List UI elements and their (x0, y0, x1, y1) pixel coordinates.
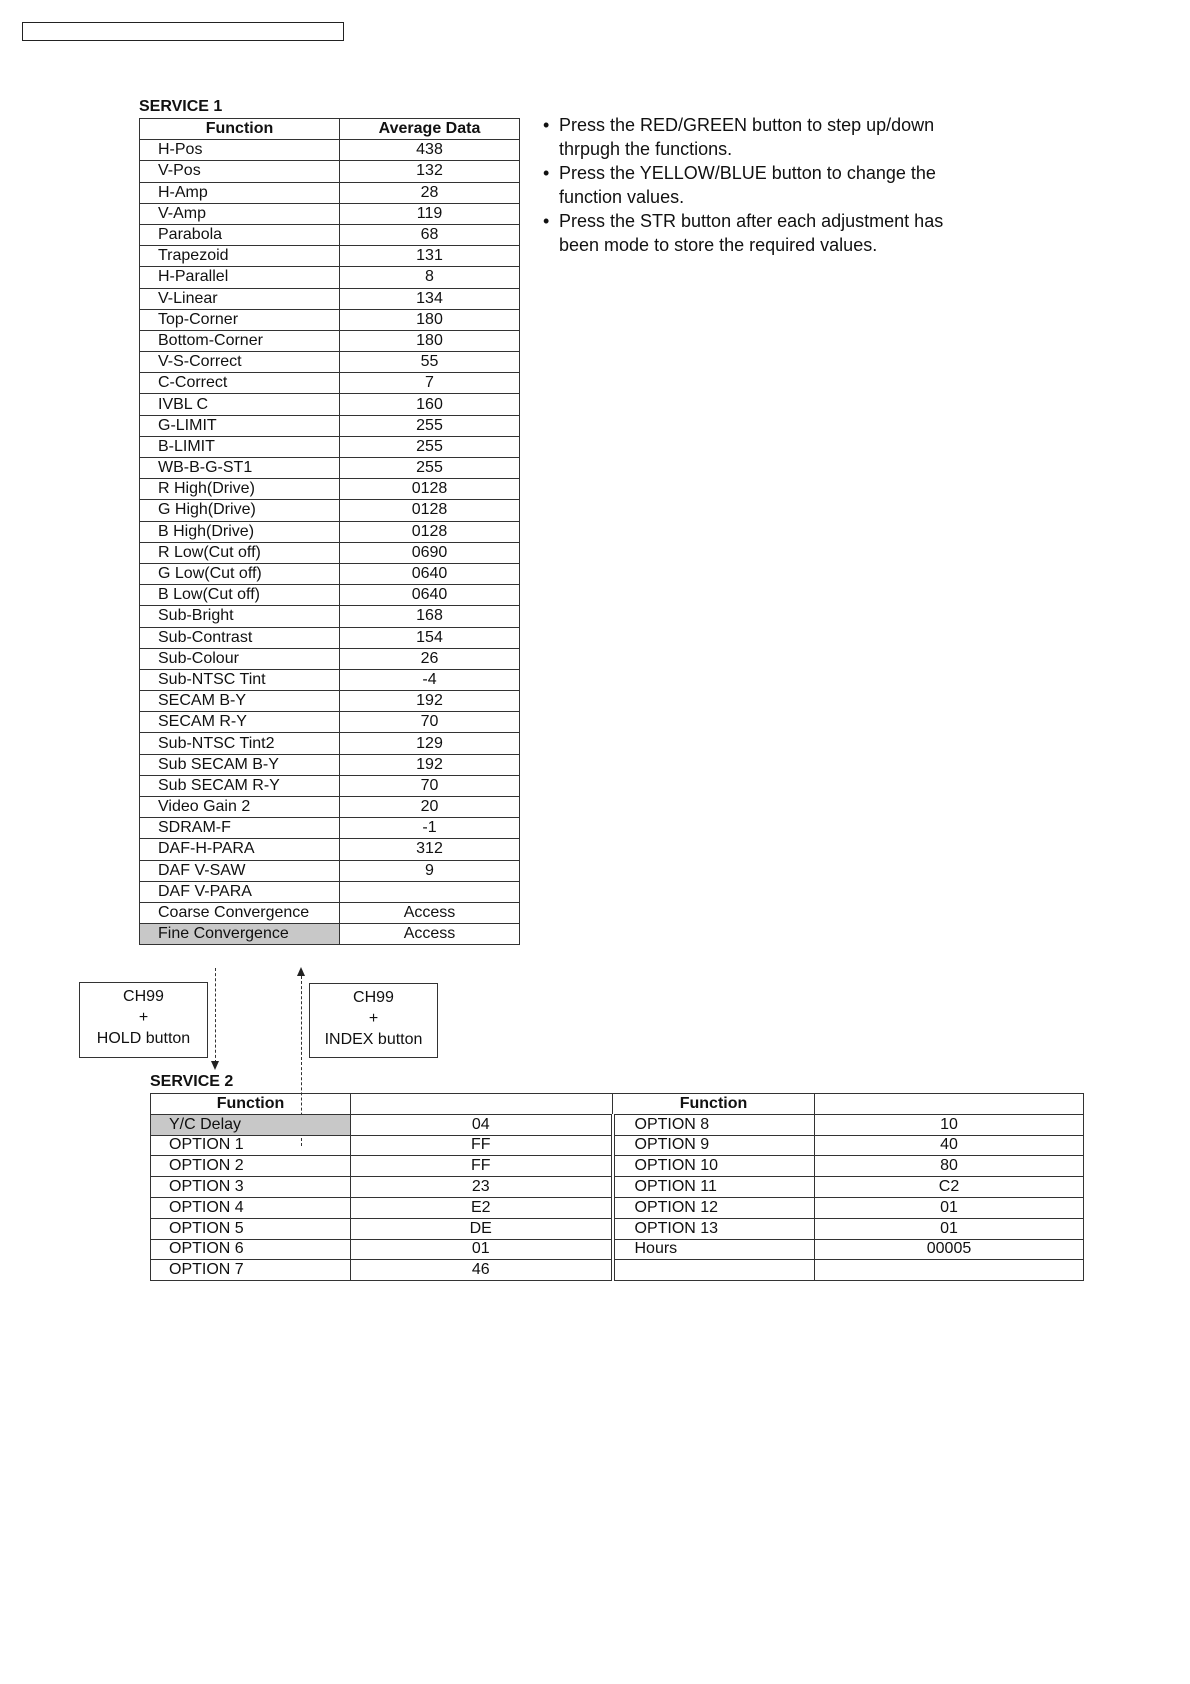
function-cell: Hours (613, 1239, 815, 1260)
function-cell: OPTION 13 (613, 1218, 815, 1239)
function-cell: G High(Drive) (140, 500, 340, 521)
header-box (22, 22, 344, 41)
value-cell: 80 (815, 1156, 1084, 1177)
table-row (151, 1135, 1084, 1156)
value-cell: 0640 (340, 585, 520, 606)
function-cell: DAF V-PARA (140, 881, 340, 902)
value-cell: 26 (340, 648, 520, 669)
table-row (140, 309, 520, 330)
value-cell: 01 (815, 1218, 1084, 1239)
value-cell: 10 (815, 1114, 1084, 1135)
function-cell: V-S-Correct (140, 352, 340, 373)
table-row (151, 1114, 1084, 1135)
function-cell: Sub-NTSC Tint (140, 669, 340, 690)
value-cell: FF (351, 1156, 613, 1177)
function-cell: SECAM B-Y (140, 691, 340, 712)
table-row (140, 140, 520, 161)
index-box-line: INDEX button (324, 1031, 423, 1048)
table-row (140, 754, 520, 775)
value-cell: 70 (340, 775, 520, 796)
instruction-item: • Press the RED/GREEN button to step up/down thrpugh the functions. (543, 113, 963, 161)
table-row (151, 1218, 1084, 1239)
value-cell: DE (351, 1218, 613, 1239)
value-cell: Access (340, 924, 520, 945)
table-row (140, 839, 520, 860)
function-cell: B-LIMIT (140, 436, 340, 457)
value-cell: 131 (340, 246, 520, 267)
table-row (140, 648, 520, 669)
function-cell: V-Amp (140, 203, 340, 224)
table-row (140, 267, 520, 288)
value-cell: 7 (340, 373, 520, 394)
arrow-down-icon (211, 1061, 219, 1070)
table-row (140, 500, 520, 521)
function-header: Function (140, 119, 340, 140)
function-cell: OPTION 10 (613, 1156, 815, 1177)
hold-box-line: HOLD button (96, 1030, 191, 1047)
value-cell: 255 (340, 415, 520, 436)
table-row (140, 479, 520, 500)
value-cell: -4 (340, 669, 520, 690)
value-cell: 192 (340, 754, 520, 775)
function-cell: OPTION 12 (613, 1197, 815, 1218)
table-row (140, 330, 520, 351)
function-cell: H-Parallel (140, 267, 340, 288)
value-cell: 23 (351, 1177, 613, 1198)
arrow-up-icon (297, 967, 305, 976)
function-cell: OPTION 8 (613, 1114, 815, 1135)
table-row (140, 436, 520, 457)
value-cell: 180 (340, 330, 520, 351)
function-cell: DAF-H-PARA (140, 839, 340, 860)
table-row (140, 712, 520, 733)
table-row (151, 1239, 1084, 1260)
value-cell (340, 881, 520, 902)
table-row (140, 881, 520, 902)
table-row (140, 669, 520, 690)
function-cell: Bottom-Corner (140, 330, 340, 351)
value-cell: -1 (340, 818, 520, 839)
index-box-line: + (368, 1010, 379, 1027)
function-cell: OPTION 1 (151, 1135, 351, 1156)
hold-button-box (79, 982, 208, 1058)
function-cell: Top-Corner (140, 309, 340, 330)
table-row (140, 606, 520, 627)
function-cell: OPTION 2 (151, 1156, 351, 1177)
index-box-line: CH99 (353, 989, 394, 1006)
function-cell: OPTION 7 (151, 1260, 351, 1281)
value-cell: 46 (351, 1260, 613, 1281)
function-cell: OPTION 3 (151, 1177, 351, 1198)
table-row (140, 860, 520, 881)
value-cell: 0640 (340, 563, 520, 584)
table-row (140, 924, 520, 945)
service1-table (139, 118, 520, 945)
function-header: Function (613, 1094, 815, 1115)
table-row (140, 373, 520, 394)
value-cell: 68 (340, 224, 520, 245)
function-cell: Coarse Convergence (140, 902, 340, 923)
function-cell: B Low(Cut off) (140, 585, 340, 606)
value-cell: 40 (815, 1135, 1084, 1156)
function-cell: Sub SECAM R-Y (140, 775, 340, 796)
value-cell: 01 (351, 1239, 613, 1260)
value-cell: 312 (340, 839, 520, 860)
value-cell: 8 (340, 267, 520, 288)
function-cell: Trapezoid (140, 246, 340, 267)
value-cell: E2 (351, 1197, 613, 1218)
table-row (140, 775, 520, 796)
value-cell: 160 (340, 394, 520, 415)
table-row (140, 458, 520, 479)
instruction-item: • Press the STR button after each adjustment has been mode to store the required values. (543, 209, 963, 257)
function-cell: DAF V-SAW (140, 860, 340, 881)
function-cell: R Low(Cut off) (140, 542, 340, 563)
value-cell: 119 (340, 203, 520, 224)
table-row (140, 521, 520, 542)
value-cell: 00005 (815, 1239, 1084, 1260)
table-row (140, 563, 520, 584)
value-cell: 01 (815, 1197, 1084, 1218)
value-cell: 20 (340, 797, 520, 818)
table-row (140, 182, 520, 203)
function-cell: R High(Drive) (140, 479, 340, 500)
value-cell: 192 (340, 691, 520, 712)
function-cell: OPTION 5 (151, 1218, 351, 1239)
table-row (140, 818, 520, 839)
index-button-box (309, 983, 438, 1058)
hold-box-line: + (138, 1009, 149, 1026)
function-cell: OPTION 4 (151, 1197, 351, 1218)
table-row (151, 1177, 1084, 1198)
value-cell: C2 (815, 1177, 1084, 1198)
value-cell: 255 (340, 458, 520, 479)
function-cell: G Low(Cut off) (140, 563, 340, 584)
table-row (140, 161, 520, 182)
value-header (815, 1094, 1084, 1115)
value-cell: 154 (340, 627, 520, 648)
table-row (140, 902, 520, 923)
value-cell: 0690 (340, 542, 520, 563)
value-cell: Access (340, 902, 520, 923)
table-row (140, 733, 520, 754)
function-cell: OPTION 9 (613, 1135, 815, 1156)
function-cell: G-LIMIT (140, 415, 340, 436)
value-cell: 55 (340, 352, 520, 373)
value-cell: 129 (340, 733, 520, 754)
table-row (140, 585, 520, 606)
table-row (140, 288, 520, 309)
table-row (140, 542, 520, 563)
table-row (140, 797, 520, 818)
function-cell: OPTION 11 (613, 1177, 815, 1198)
average-data-header: Average Data (340, 119, 520, 140)
value-header (351, 1094, 613, 1115)
value-cell: 9 (340, 860, 520, 881)
function-cell: V-Linear (140, 288, 340, 309)
table-row (140, 352, 520, 373)
function-cell: B High(Drive) (140, 521, 340, 542)
table-row (151, 1197, 1084, 1218)
table-row (151, 1156, 1084, 1177)
function-cell: SDRAM-F (140, 818, 340, 839)
table-row (140, 203, 520, 224)
function-cell: V-Pos (140, 161, 340, 182)
value-cell: 438 (340, 140, 520, 161)
function-cell: Y/C Delay (151, 1114, 351, 1135)
hold-box-line: CH99 (123, 988, 164, 1005)
table-row (140, 394, 520, 415)
function-cell: OPTION 6 (151, 1239, 351, 1260)
table-row (140, 627, 520, 648)
function-cell: Fine Convergence (140, 924, 340, 945)
function-cell: Sub-Contrast (140, 627, 340, 648)
instructions-list (543, 113, 963, 257)
value-cell: 168 (340, 606, 520, 627)
value-cell: FF (351, 1135, 613, 1156)
value-cell: 180 (340, 309, 520, 330)
instruction-item: • Press the YELLOW/BLUE button to change the function values. (543, 161, 963, 209)
function-cell: H-Pos (140, 140, 340, 161)
table-row (140, 224, 520, 245)
function-cell: SECAM R-Y (140, 712, 340, 733)
value-cell: 70 (340, 712, 520, 733)
table-row (140, 246, 520, 267)
function-header: Function (151, 1094, 351, 1115)
table-row (140, 691, 520, 712)
function-cell: C-Correct (140, 373, 340, 394)
service1-title: SERVICE 1 (139, 98, 223, 115)
table-header-row (140, 119, 520, 140)
table-header-row (151, 1094, 1084, 1115)
value-cell: 0128 (340, 521, 520, 542)
function-cell: WB-B-G-ST1 (140, 458, 340, 479)
function-cell: Parabola (140, 224, 340, 245)
function-cell: Video Gain 2 (140, 797, 340, 818)
function-cell: IVBL C (140, 394, 340, 415)
function-cell: Sub-Bright (140, 606, 340, 627)
function-cell: H-Amp (140, 182, 340, 203)
dashed-connector (215, 968, 216, 1063)
table-row (140, 415, 520, 436)
value-cell: 255 (340, 436, 520, 457)
value-cell: 04 (351, 1114, 613, 1135)
value-cell: 0128 (340, 479, 520, 500)
function-cell: Sub-Colour (140, 648, 340, 669)
value-cell (815, 1260, 1084, 1281)
value-cell: 132 (340, 161, 520, 182)
service2-title: SERVICE 2 (150, 1073, 234, 1090)
table-row (151, 1260, 1084, 1281)
function-cell: Sub-NTSC Tint2 (140, 733, 340, 754)
value-cell: 134 (340, 288, 520, 309)
service2-table (150, 1093, 1084, 1281)
value-cell: 28 (340, 182, 520, 203)
function-cell: Sub SECAM B-Y (140, 754, 340, 775)
function-cell (613, 1260, 815, 1281)
value-cell: 0128 (340, 500, 520, 521)
